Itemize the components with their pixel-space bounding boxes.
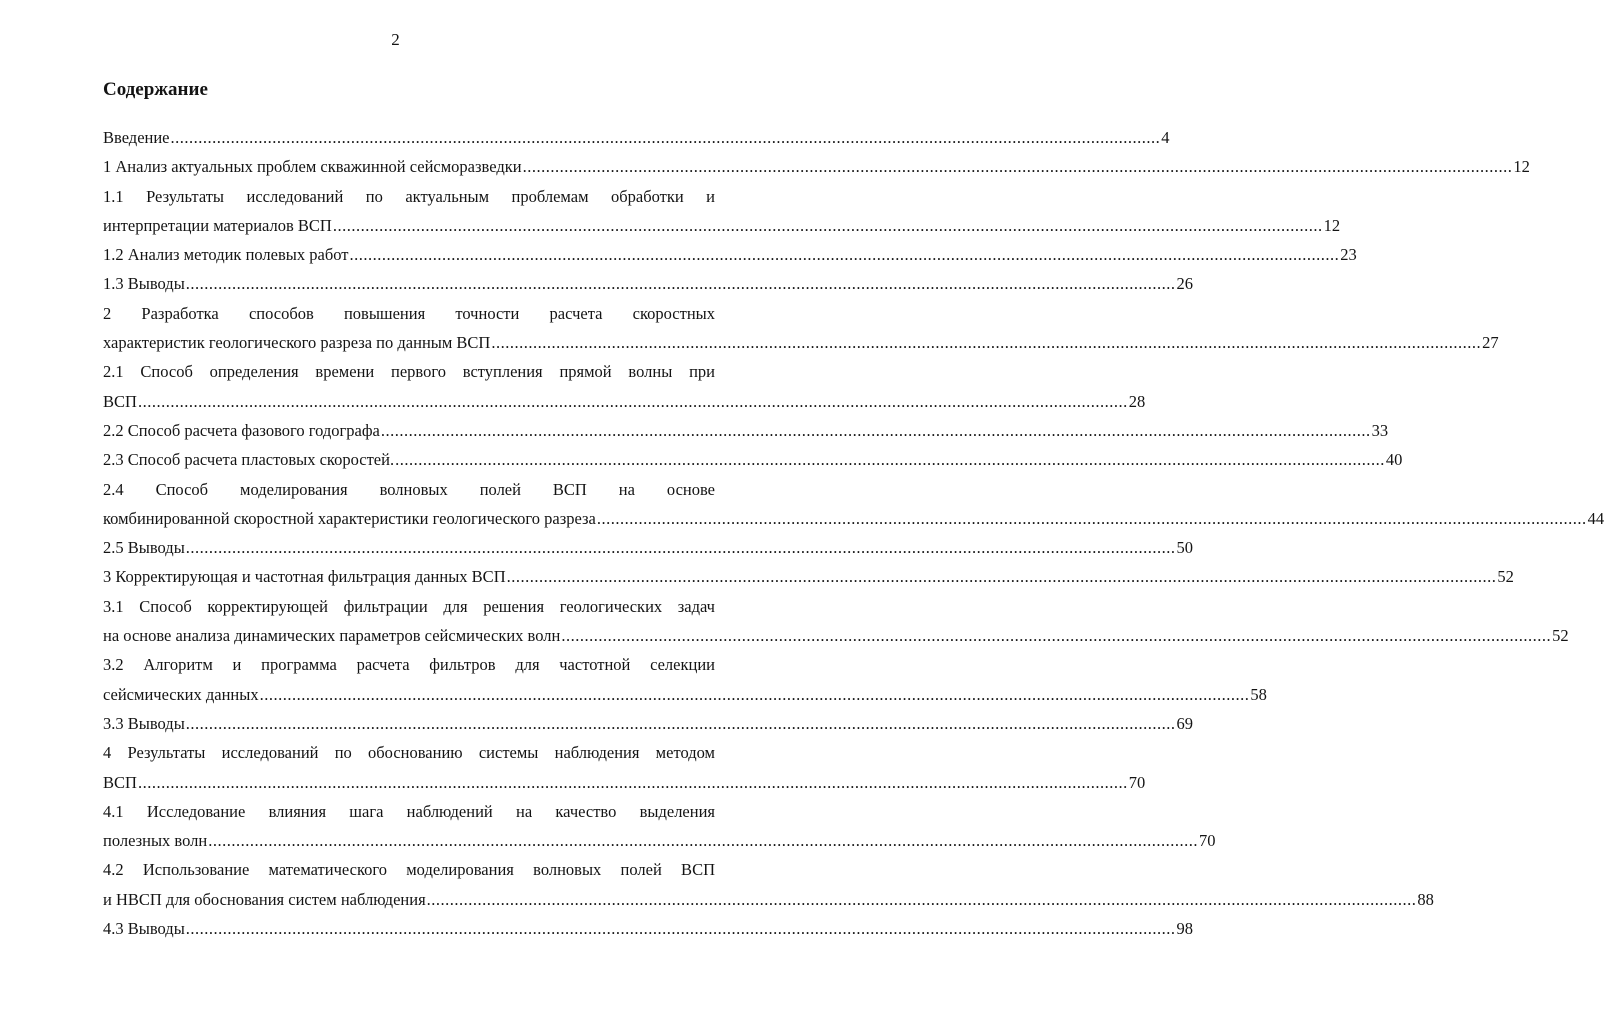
toc-entry-line (103, 416, 1389, 445)
toc-entry-text: 4.1 Исследование влияния шага наблюдений на качество выделения (103, 801, 715, 821)
dot-leader (208, 826, 1198, 855)
toc-entry-line (103, 533, 1194, 562)
toc-entry-text: 2.4 Способ моделирования волновых полей ВСП на основе (103, 479, 715, 499)
toc-entry-text: 4 Результаты исследований по обоснованию системы наблюдения методом (103, 743, 715, 763)
toc-entry-line (103, 914, 1194, 943)
toc-entry (103, 123, 1170, 152)
toc-page-number: 58 (1250, 684, 1267, 704)
dot-leader (507, 562, 1497, 591)
toc-page-number: 70 (1128, 772, 1146, 792)
toc-entry-text: полезных волн (103, 831, 208, 851)
toc-entry (103, 416, 1389, 445)
toc-page-number: 12 (1323, 215, 1341, 235)
toc-entry-text: ВСП (103, 391, 137, 411)
toc-entry-text: 3 Корректирующая и частотная фильтрация данных ВСП (103, 567, 506, 587)
toc-page-number: 69 (1176, 713, 1194, 733)
toc-entry-text: 1.3 Выводы (103, 274, 185, 294)
toc-entry (103, 533, 1194, 562)
toc-entry-text: сейсмических данных (103, 684, 259, 704)
toc-page-number: 23 (1340, 245, 1357, 265)
toc-entry (103, 738, 1146, 797)
dot-leader (395, 445, 1385, 474)
dot-leader (138, 768, 1128, 797)
toc-entry-text: и НВСП для обоснования систем наблюдения (103, 889, 426, 909)
toc-entry-line (103, 768, 1146, 797)
toc-entry-text: 1.1 Результаты исследований по актуальным проблемам обработки и (103, 186, 715, 206)
toc-entry-line (103, 211, 1341, 240)
dot-leader (523, 152, 1513, 181)
toc-entry (103, 797, 1216, 856)
toc-page-number: 44 (1587, 508, 1604, 528)
toc-page-number: 52 (1497, 567, 1514, 587)
toc-entry (103, 914, 1194, 943)
toc-page-number: 4 (1161, 128, 1170, 147)
toc-entry-line (103, 328, 1499, 357)
toc-page-number: 52 (1552, 626, 1569, 646)
toc-page-number: 70 (1198, 831, 1216, 851)
toc-page-number: 28 (1128, 391, 1146, 411)
toc-entry (103, 445, 1403, 474)
toc-page-number: 12 (1513, 157, 1530, 177)
dot-leader (381, 416, 1371, 445)
toc-entry-text: ВСП (103, 772, 137, 792)
toc-entry (103, 152, 1530, 181)
toc-entry-line (103, 123, 1170, 152)
toc-entry-line (103, 445, 1403, 474)
dot-leader (186, 269, 1176, 298)
toc-page-number: 88 (1417, 889, 1434, 909)
toc-entry (103, 357, 1146, 416)
dot-leader (333, 211, 1323, 240)
toc-entry-text: 3.3 Выводы (103, 713, 185, 733)
toc-entry-text: интерпретации материалов ВСП (103, 215, 332, 235)
toc-entry (103, 709, 1194, 738)
toc-page-number: 26 (1176, 274, 1194, 294)
toc-entry-line (103, 269, 1194, 298)
toc-entry-line (103, 504, 1604, 533)
toc-entry-text: 2.2 Способ расчета фазового годографа (103, 420, 380, 440)
toc-entry-text: характеристик геологического разреза по данным ВСП (103, 333, 491, 353)
toc-page-number: 27 (1482, 333, 1499, 353)
dot-leader (171, 123, 1161, 152)
toc-entry-line (103, 885, 1434, 914)
dot-leader (186, 533, 1176, 562)
toc-page-number: 40 (1385, 450, 1403, 470)
toc-entry-line (103, 562, 1514, 591)
dot-leader (186, 709, 1176, 738)
dot-leader (260, 680, 1250, 709)
toc-entry-text: 1 Анализ актуальных проблем скважинной сейсморазведки (103, 157, 522, 177)
toc-entry-line (103, 387, 1146, 416)
toc-entry-text: 4.3 Выводы (103, 919, 185, 939)
toc-entry-text: Введение (103, 128, 170, 147)
toc-entry-text: на основе анализа динамических параметров сейсмических волн (103, 626, 561, 646)
toc-entry (103, 182, 1341, 241)
toc-entry (103, 855, 1434, 914)
toc-page-number: 50 (1176, 538, 1194, 558)
dot-leader (597, 504, 1587, 533)
toc-entry-text: 2 Разработка способов повышения точности расчета скоростных (103, 303, 715, 323)
toc-entry (103, 299, 1499, 358)
toc-entry-line (103, 621, 1569, 650)
toc-entry-line (103, 680, 1267, 709)
toc-entry (103, 592, 1569, 651)
toc-entry (103, 475, 1604, 534)
toc-entry-text: 1.2 Анализ методик полевых работ (103, 245, 349, 265)
toc-page-number: 33 (1371, 420, 1389, 440)
toc-entry-line (103, 240, 1357, 269)
toc-entry-line (103, 826, 1216, 855)
toc-entry-text: 2.5 Выводы (103, 538, 185, 558)
toc-entry-line (103, 152, 1530, 181)
toc-entry-text: 3.2 Алгоритм и программа расчета фильтров для частотной селекции (103, 655, 715, 675)
toc-entry-text: 2.1 Способ определения времени первого вступления прямой волны при (103, 362, 715, 382)
toc-entry-text: комбинированной скоростной характеристики геологического разреза (103, 508, 596, 528)
page-number: 2 (391, 30, 400, 49)
dot-leader (427, 885, 1417, 914)
dot-leader (138, 387, 1128, 416)
toc-entry-text: 4.2 Использование математического моделирования волновых полей ВСП (103, 860, 715, 880)
table-of-contents (103, 123, 1604, 943)
toc-page-number: 98 (1176, 919, 1194, 939)
dot-leader (491, 328, 1481, 357)
toc-entry (103, 562, 1514, 591)
dot-leader (186, 914, 1176, 943)
dot-leader (349, 240, 1339, 269)
toc-title: Содержание (103, 79, 208, 100)
toc-entry (103, 269, 1194, 298)
dot-leader (561, 621, 1551, 650)
toc-entry (103, 650, 1267, 709)
toc-entry-line (103, 709, 1194, 738)
toc-entry-text: 3.1 Способ корректирующей фильтрации для решения геологических задач (103, 596, 715, 616)
toc-entry (103, 240, 1357, 269)
toc-entry-text: 2.3 Способ расчета пластовых скоростей. (103, 450, 395, 470)
